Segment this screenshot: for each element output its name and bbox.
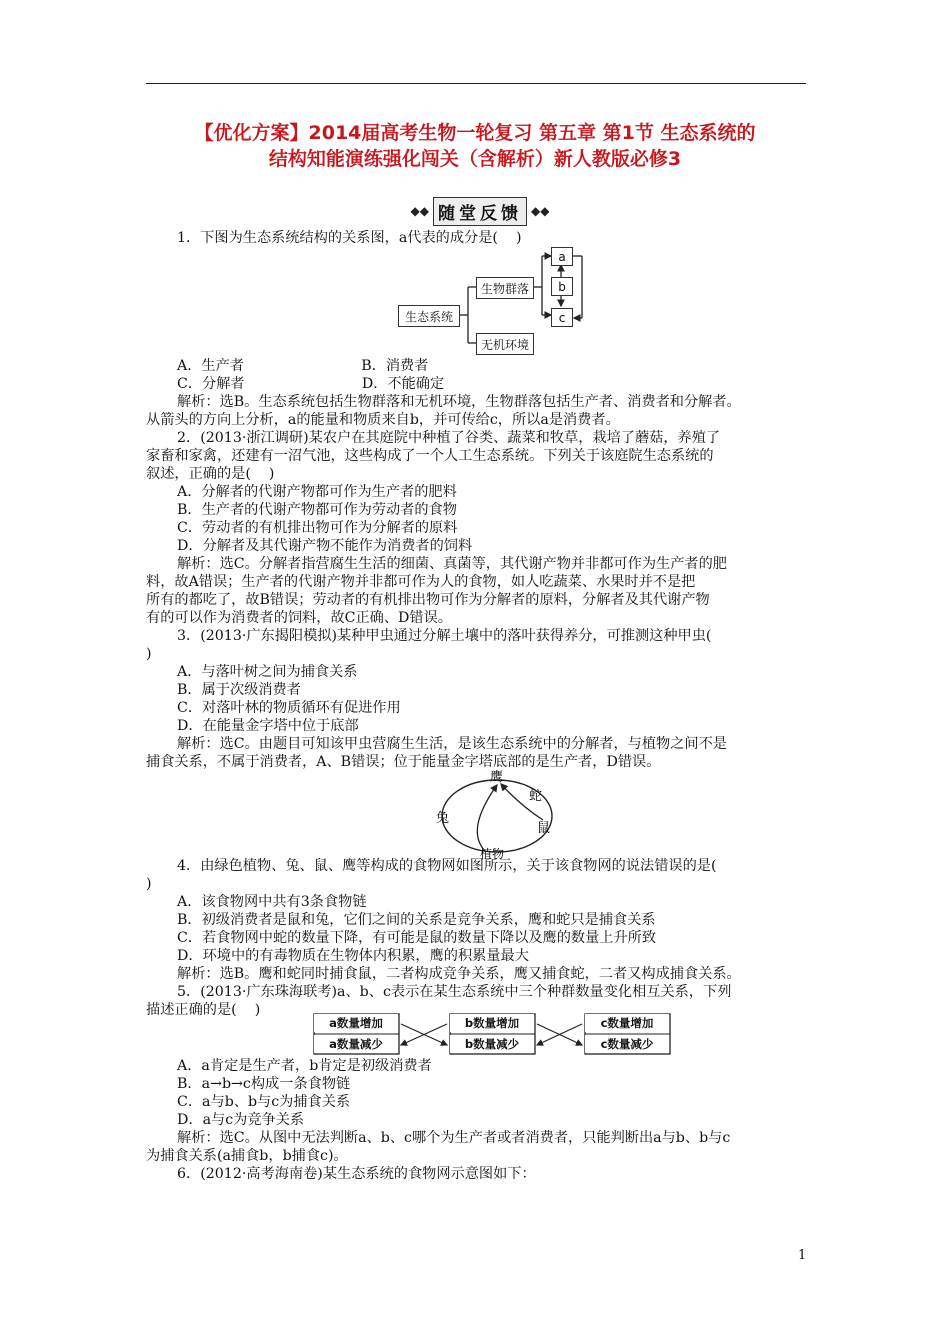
q1-stem: 1．下图为生态系统结构的关系图，a代表的成分是( ) <box>177 230 522 246</box>
q5-analysis-1: 解析：选C。从图中无法判断a、b、c哪个为生产者或者消费者，只能判断出a与b、b与c <box>177 1130 731 1146</box>
c-increase: c数量增加 <box>585 1014 669 1032</box>
box-c: c <box>551 308 573 327</box>
community-box: 生物群落 <box>476 277 534 299</box>
q2-option-b: B．生产者的代谢产物都可作为劳动者的食物 <box>177 502 457 518</box>
q3-stem-1: 3．(2013·广东揭阳模拟)某种甲虫通过分解土壤中的落叶获得养分，可推测这种甲虫( <box>177 628 712 644</box>
q2-analysis-2: 料，故A错误；生产者的代谢产物并非都可作为人的食物，如人吃蔬菜、水果时并不是把 <box>146 574 696 590</box>
document-title <box>100 120 850 172</box>
a-increase: a数量增加 <box>314 1014 398 1032</box>
box-a: a <box>551 247 573 266</box>
q4-analysis: 解析：选B。鹰和蛇同时捕食鼠，二者构成竞争关系，鹰又捕食蛇，二者又构成捕食关系。 <box>177 966 741 982</box>
q4-option-b: B．初级消费者是鼠和兔，它们之间的关系是竞争关系，鹰和蛇只是捕食关系 <box>177 912 656 928</box>
banner-label: 随堂反馈 <box>433 197 527 226</box>
diamond-icon: ◆◆ <box>410 204 429 218</box>
q2-stem-1: 2．(2013·浙江调研)某农户在其庭院中种植了谷类、蔬菜和牧草，栽培了蘑菇，养殖了 <box>177 430 721 446</box>
section-banner <box>370 198 590 224</box>
q4-option-c: C．若食物网中蛇的数量下降，有可能是鼠的数量下降以及鹰的数量上升所致 <box>177 930 657 946</box>
q4-option-a: A．该食物网中共有3条食物链 <box>177 894 367 910</box>
q2-stem-2: 家畜和家禽，还建有一沼气池，这些构成了一个人工生态系统。下列关于该庭院生态系统的 <box>146 448 714 464</box>
q2-option-c: C．劳动者的有机排出物可作为分解者的原料 <box>177 520 458 536</box>
q3-option-a: A．与落叶树之间为捕食关系 <box>177 664 358 680</box>
q5-option-a: A．a肯定是生产者，b肯定是初级消费者 <box>177 1058 432 1074</box>
q4-stem-2: ) <box>146 876 152 892</box>
population-relation-diagram <box>313 1012 671 1057</box>
ecosystem-structure-diagram <box>396 242 596 357</box>
header-rule <box>146 83 806 84</box>
q5-option-d: D．a与c为竞争关系 <box>177 1112 305 1128</box>
q1-analysis-2: 从箭头的方向上分析，a的能量和物质来自b，并可传给c，所以a是消费者。 <box>146 412 620 428</box>
b-decrease: b数量减少 <box>450 1035 534 1053</box>
c-decrease: c数量减少 <box>585 1035 669 1053</box>
node-rabbit: 兔 <box>436 811 450 826</box>
q3-option-b: B．属于次级消费者 <box>177 682 301 698</box>
node-plant: 植物 <box>480 847 505 860</box>
abiotic-box: 无机环境 <box>476 333 534 355</box>
q1-option-ab: A．生产者 B．消费者 <box>177 358 429 374</box>
q4-option-d: D．环境中的有毒物质在生物体内积累，鹰的积累量最大 <box>177 948 529 964</box>
ecosystem-box: 生态系统 <box>398 305 460 327</box>
q3-analysis-2: 捕食关系，不属于消费者，A、B错误；位于能量金字塔底部的是生产者，D错误。 <box>146 754 661 770</box>
q5-stem-2: 描述正确的是( ) <box>146 1002 261 1018</box>
q3-analysis-1: 解析：选C。由题目可知该甲虫营腐生生活，是该生态系统中的分解者，与植物之间不是 <box>177 736 727 752</box>
q5-analysis-2: 为捕食关系(a捕食b，b捕食c)。 <box>146 1148 348 1164</box>
node-snake: 蛇 <box>529 789 543 804</box>
q5-stem-1: 5．(2013·广东珠海联考)a、b、c表示在某生态系统中三个种群数量变化相互关系，下列 <box>177 984 732 1000</box>
q2-analysis-3: 所有的都吃了，故B错误；劳动者的有机排出物可作为分解者的原料，分解者及其代谢产物 <box>146 592 710 608</box>
q2-option-a: A．分解者的代谢产物都可作为生产者的肥料 <box>177 484 457 500</box>
q1-analysis-1: 解析：选B。生态系统包括生物群落和无机环境，生物群落包括生产者、消费者和分解者。 <box>177 394 741 410</box>
q1-option-cd: C．分解者 D．不能确定 <box>177 376 445 392</box>
food-web-diagram <box>425 770 570 860</box>
title-line-1: 【优化方案】2014届高考生物一轮复习 第五章 第1节 生态系统的 <box>194 122 756 144</box>
q3-option-c: C．对落叶林的物质循环有促进作用 <box>177 700 401 716</box>
node-mouse: 鼠 <box>537 821 551 836</box>
q2-analysis-4: 有的可以作为消费者的饲料，故C正确、D错误。 <box>146 610 452 626</box>
b-increase: b数量增加 <box>450 1014 534 1032</box>
q2-option-d: D．分解者及其代谢产物不能作为消费者的饲料 <box>177 538 473 554</box>
a-decrease: a数量减少 <box>314 1035 398 1053</box>
box-b: b <box>551 277 573 296</box>
q2-stem-3: 叙述，正确的是( ) <box>146 466 275 482</box>
q2-analysis-1: 解析：选C。分解者指营腐生生活的细菌、真菌等，其代谢产物并非都可作为生产者的肥 <box>177 556 727 572</box>
node-eagle: 鹰 <box>490 770 504 785</box>
q5-option-b: B．a→b→c构成一条食物链 <box>177 1076 351 1092</box>
q3-stem-2: ) <box>146 646 152 662</box>
q3-option-d: D．在能量金字塔中位于底部 <box>177 718 359 734</box>
diamond-icon: ◆◆ <box>531 204 550 218</box>
q6-stem: 6．(2012·高考海南卷)某生态系统的食物网示意图如下： <box>177 1166 536 1182</box>
q4-stem-1: 4．由绿色植物、兔、鼠、鹰等构成的食物网如图所示，关于该食物网的说法错误的是( <box>177 858 717 874</box>
q5-option-c: C．a与b、b与c为捕食关系 <box>177 1094 351 1110</box>
title-line-2: 结构知能演练强化闯关（含解析）新人教版必修3 <box>268 148 682 170</box>
page-number: 1 <box>798 1248 807 1263</box>
